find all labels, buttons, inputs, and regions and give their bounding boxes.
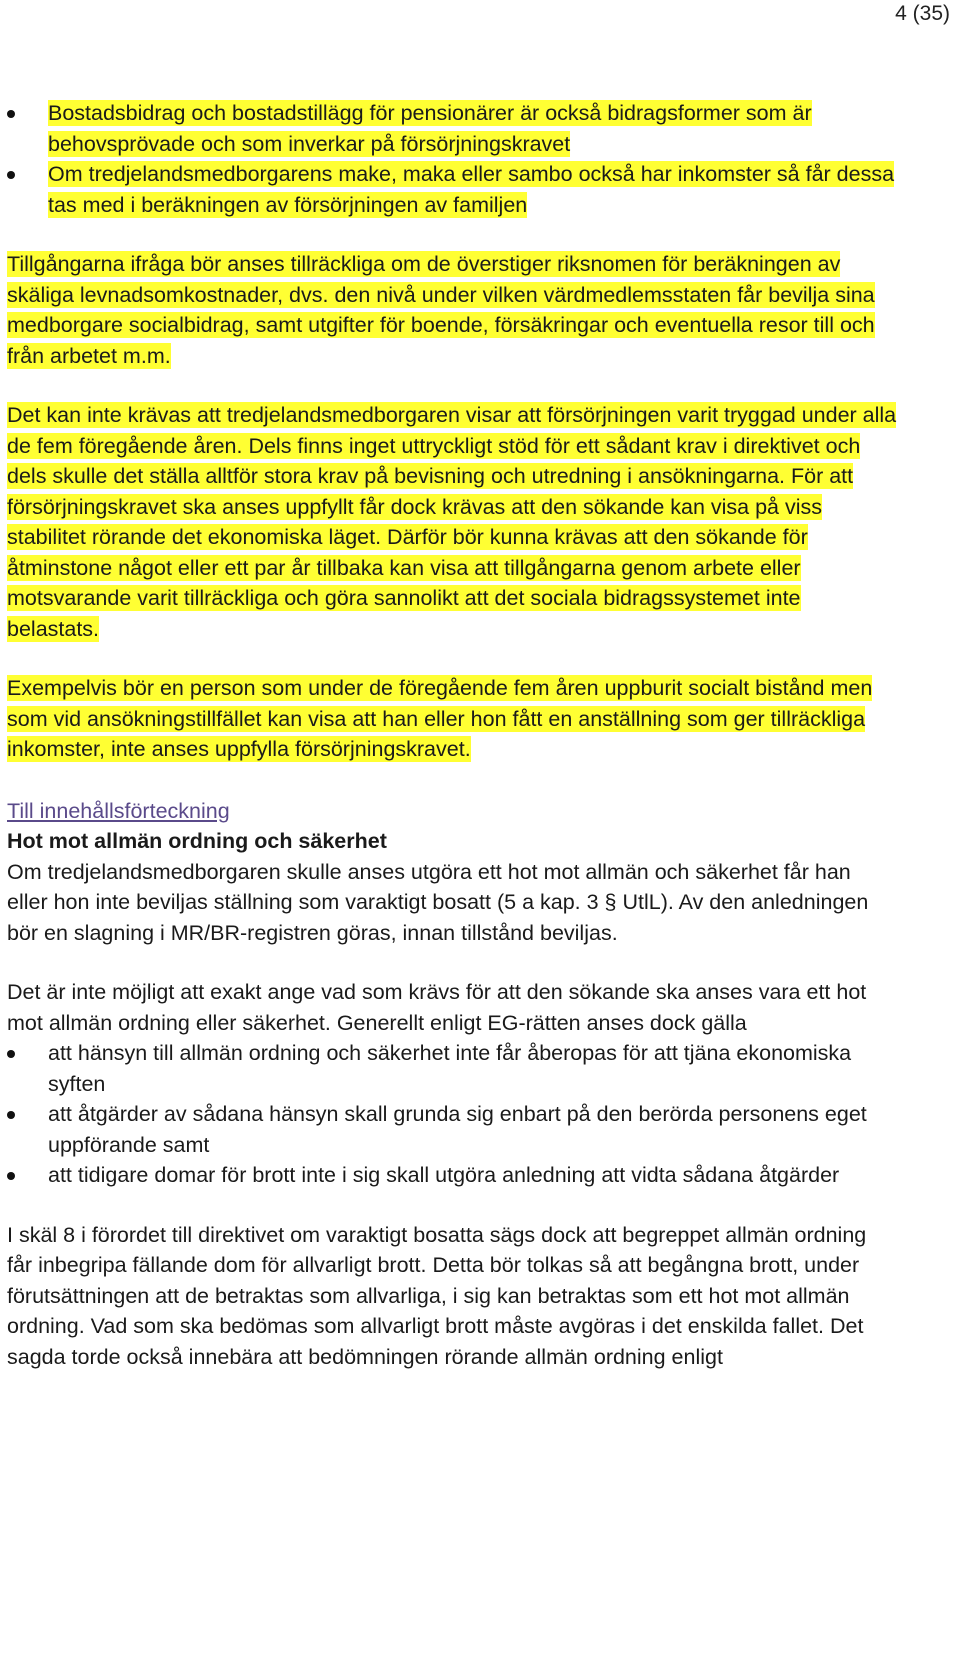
paragraph-text: Exempelvis bör en person som under de föregående fem åren uppburit socialt bistånd men som vid ansökningstillfället kan visa att han eller hon fått en anställning som ger tillräckliga inkomster, inte anses uppfylla försörjningskravet. [7,676,873,761]
paragraph-stability [7,400,897,644]
bullet-text: att hänsyn till allmän ordning och säkerhet inte får åberopas för att tjäna ekonomiska syften [48,1041,852,1096]
section-bullet-list [7,1038,897,1191]
paragraph-assets [7,249,897,371]
document-body [7,98,897,1372]
bullet-text: att åtgärder av sådana hänsyn skall grunda sig enbart på den berörda personens eget uppförande samt [48,1102,867,1157]
bullet-icon [7,1172,15,1180]
toc-link-row [7,796,897,827]
section-heading: Hot mot allmän ordning och säkerhet [7,829,387,853]
section-paragraph-3: I skäl 8 i förordet till direktivet om varaktigt bosatta sägs dock att begreppet allmän ordning får inbegripa fällande dom för allvarligt brott. Detta bör tolkas så att begångna brott, under förutsättningen att de betraktas som allvarliga, i sig kan betraktas som ett hot mot allmän ordning. Vad som ska bedömas som allvarligt brott måste avgöras i det enskilda fallet. Det sagda torde också innebära att bedömningen rörande allmän ordning enligt [7,1222,867,1369]
bullet-icon [7,171,15,179]
bullet-icon [7,1111,15,1119]
paragraph-text: Tillgångarna ifråga bör anses tillräckliga om de överstiger riksnomen för beräkningen av skäliga levnadsomkostnader, dvs. den nivå under vilken värdmedlemsstaten får bevilja sina medborgare socialbidrag, samt utgifter för boende, försäkringar och eventuella resor till och från arbetet m.m. [7,252,875,368]
list-item [7,1099,897,1160]
bullet-text: Bostadsbidrag och bostadstillägg för pensionärer är också bidragsformer som är behovsprövade och som inverkar på försörjningskravet [48,101,812,156]
highlighted-bullet-list [7,98,897,220]
bullet-text: att tidigare domar för brott inte i sig skall utgöra anledning att vidta sådana åtgärder [48,1163,840,1187]
section-paragraph-2: Det är inte möjligt att exakt ange vad som krävs för att den sökande ska anses vara ett hot mot allmän ordning eller säkerhet. Generellt enligt EG-rätten anses dock gälla [7,980,867,1035]
list-item [7,1160,897,1191]
bullet-icon [7,110,15,118]
paragraph-text: Det kan inte krävas att tredjelandsmedborgaren visar att försörjningen varit tryggad under alla de fem föregående åren. Dels finns inget uttryckligt stöd för ett sådant krav i direktivet och dels skulle det ställa alltför stora krav på bevisning och utredning i ansökningarna. För att försörjningskravet ska anses uppfyllt får dock krävas att den sökande kan visa på viss stabilitet rörande det ekonomiska läget. Därför bör kunna krävas att den sökande för åtminstone något eller ett par år tillbaka kan visa att tillgångarna genom arbete eller motsvarande varit tillräckliga och göra sannolikt att det sociala bidragssystemet inte belastats. [7,403,897,641]
list-item [7,1038,897,1099]
list-item [7,159,897,220]
bullet-icon [7,1050,15,1058]
bullet-text: Om tredjelandsmedborgarens make, maka eller sambo också har inkomster så får dessa tas med i beräkningen av försörjningen av familjen [48,162,895,217]
paragraph-example [7,673,897,765]
toc-link[interactable]: Till innehållsförteckning [7,798,230,823]
section-intro: Om tredjelandsmedborgaren skulle anses utgöra ett hot mot allmän och säkerhet får han eller hon inte beviljas ställning som varaktigt bosatt (5 a kap. 3 § UtlL). Av den anledningen bör en slagning i MR/BR-registren göras, innan tillstånd beviljas. [7,859,869,945]
list-item [7,98,897,159]
page-number: 4 (35) [895,2,950,25]
